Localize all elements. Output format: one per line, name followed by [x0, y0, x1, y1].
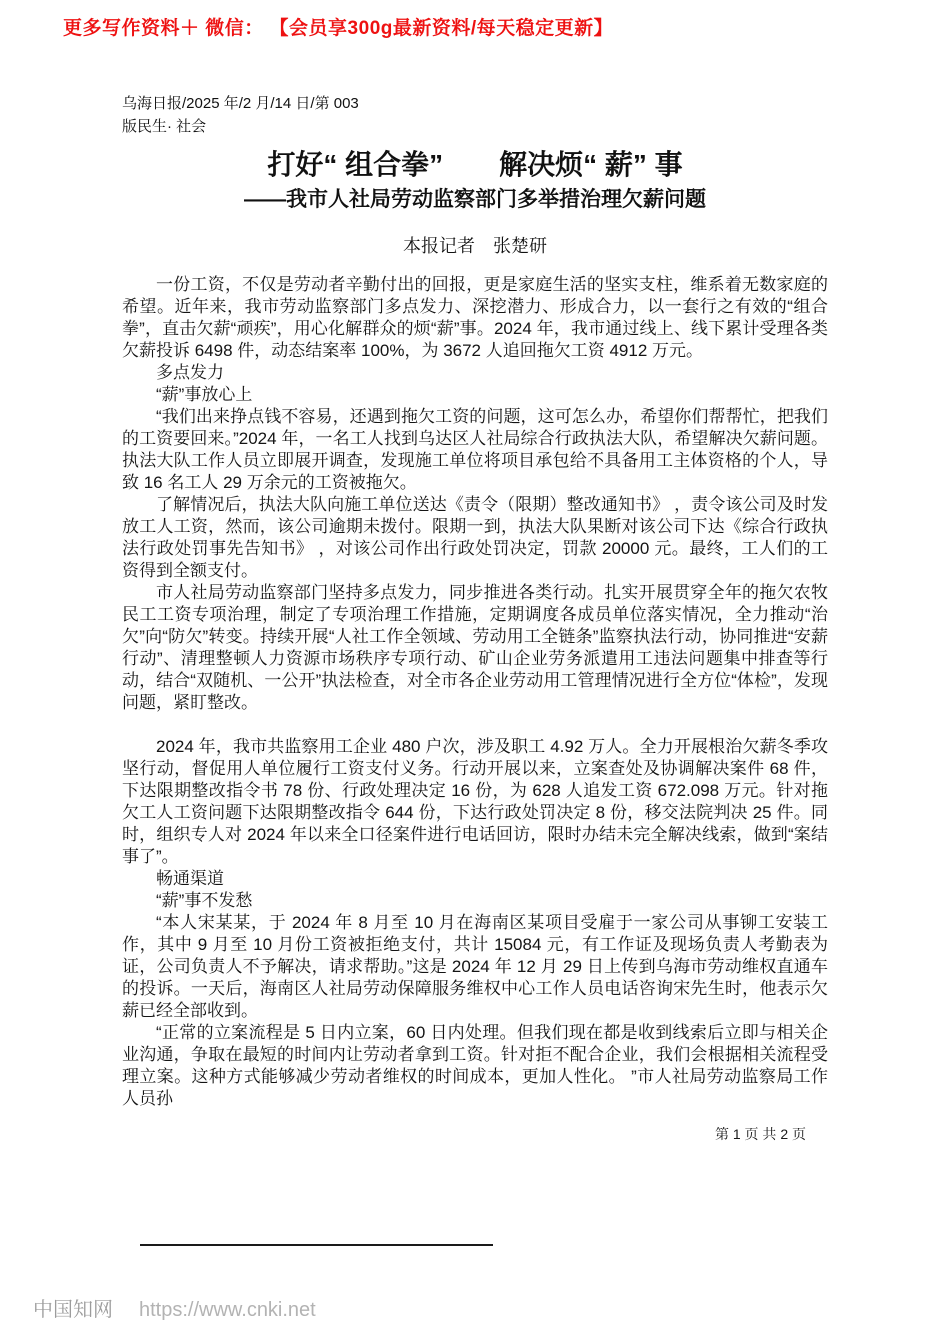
- article-paragraph: “正常的立案流程是 5 日内立案，60 日内处理。但我们现在都是收到线索后立即与相关企业沟通，争取在最短的时间内让劳动者拿到工资。针对拒不配合企业，我们会根据相关流程受理立案。这种方式能够减少劳动者维权的时间成本，更加人性化。 ”市人社局劳动监察局工作人员孙: [122, 1023, 828, 1108]
- section-subhead: 畅通渠道: [156, 869, 224, 888]
- source-meta-line2: 版民生· 社会: [122, 118, 207, 135]
- article-paragraph: “本人宋某某，于 2024 年 8 月至 10 月在海南区某项目受雇于一家公司从事铆工安装工作，其中 9 月至 10 月份工资被拒绝支付，共计 15084 元，有工作证及现场负责人考勤表为证，公司负责人不予解决，请求帮助。”这是 2024 年 12 月 29 日上传到乌海市劳动维权直通车的投诉。一天后，海南区人社局劳动保障服务维权中心工作人员电话咨询宋先生时，他表示欠薪已经全部收到。: [122, 913, 828, 1020]
- article-subtitle: ——我市人社局劳动监察部门多举措治理欠薪问题: [244, 188, 706, 211]
- article-paragraph: 市人社局劳动监察部门坚持多点发力，同步推进各类行动。扎实开展贯穿全年的拖欠农牧民工工资专项治理，制定了专项治理工作措施，定期调度各成员单位落实情况，全力推动“治欠”向“防欠”转变。持续开展“人社工作全领域、劳动用工全链条”监察执法行动，协同推进“安薪行动”、清理整顿人力资源市场秩序专项行动、矿山企业劳务派遣用工违法问题集中排查等行动，结合“双随机、一公开”执法检查，对全市各企业劳动用工管理情况进行全方位“体检”，发现问题，紧盯整改。: [122, 583, 828, 712]
- article-body: [122, 274, 828, 1110]
- article: [122, 92, 828, 1144]
- section-subhead: 多点发力: [156, 363, 224, 382]
- article-paragraph: 了解情况后，执法大队向施工单位送达《责令（限期）整改通知书》 ，责令该公司及时发放工人工资，然而，该公司逾期未拨付。限期一到，执法大队果断对该公司下达《综合行政执法行政处罚事先告知书》 ，对该公司作出行政处罚决定，罚款 20000 元。最终，工人们的工资得到全额支付。: [122, 495, 828, 580]
- source-meta-line1: 乌海日报/2025 年/2 月/14 日/第 003: [122, 95, 359, 112]
- article-byline: 本报记者 张楚研: [403, 236, 547, 256]
- section-subhead: “薪”事不发愁: [156, 891, 253, 910]
- source-meta: [122, 92, 828, 138]
- cnki-url-link[interactable]: https://www.cnki.net: [139, 1299, 316, 1321]
- watermark: [33, 1293, 316, 1322]
- article-title: 打好“ 组合拳” 解决烦“ 薪” 事: [267, 149, 683, 180]
- promo-banner-text: 更多写作资料＋ 微信： 【会员享300g最新资料/每天稳定更新】: [63, 18, 614, 39]
- cnki-logo: 中国知网: [33, 1299, 113, 1321]
- article-paragraph: 一份工资，不仅是劳动者辛勤付出的回报，更是家庭生活的坚实支柱，维系着无数家庭的希望。近年来，我市劳动监察部门多点发力、深挖潜力、形成合力，以一套行之有效的“组合拳”，直击欠薪“顽疾”，用心化解群众的烦“薪”事。2024 年，我市通过线上、线下累计受理各类欠薪投诉 6498 件，动态结案率 100%，为 3672 人追回拖欠工资 4912 万元。: [122, 275, 828, 360]
- article-paragraph: 2024 年，我市共监察用工企业 480 户次，涉及职工 4.92 万人。全力开展根治欠薪冬季攻坚行动，督促用人单位履行工资支付义务。行动开展以来，立案查处及协调解决案件 68 件，下达限期整改指令书 78 份、行政处理决定 16 份，为 628 人追发工资 672.098 万元。针对拖欠工人工资问题下达限期整改指令 644 份，下达行政处罚决定 8 份，移交法院判决 25 件。同时，组织专人对 2024 年以来全口径案件进行电话回访，限时办结未完全解决线索，做到“案结事了”。: [122, 737, 828, 866]
- page-indicator: 第 1 页 共 2 页: [714, 1126, 806, 1142]
- footer-divider: [140, 1244, 493, 1246]
- section-subhead: “薪”事放心上: [156, 385, 253, 404]
- article-paragraph: “我们出来挣点钱不容易，还遇到拖欠工资的问题，这可怎么办，希望你们帮帮忙，把我们的工资要回来。”2024 年，一名工人找到乌达区人社局综合行政执法大队，希望解决欠薪问题。执法大队工作人员立即展开调查，发现施工单位将项目承包给不具备用工主体资格的个人，导致 16 名工人 29 万余元的工资被拖欠。: [122, 407, 828, 492]
